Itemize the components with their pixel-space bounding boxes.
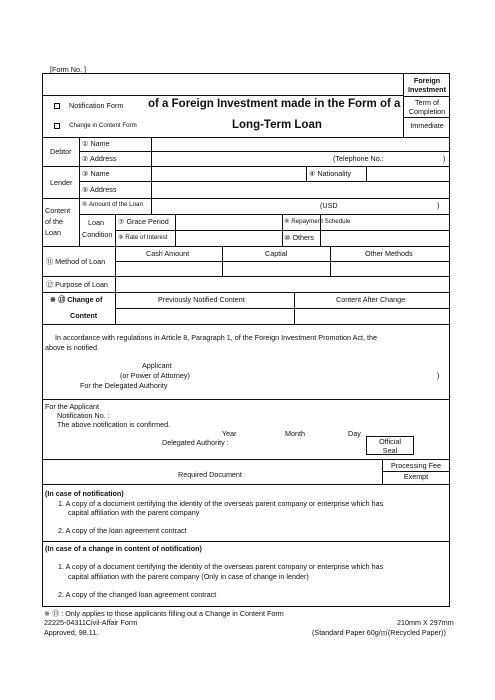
- year-label: Year: [222, 429, 237, 438]
- change-checkbox[interactable]: [54, 123, 60, 129]
- form-code: 22225-04311Civil-Affair Form: [44, 618, 138, 627]
- form-title-line1: of a Foreign Investment made in the Form of a: [148, 98, 401, 110]
- debtor-label: Debtor: [50, 147, 72, 156]
- lender-label: Lender: [50, 178, 73, 187]
- purpose-of-loan-label: ⑫ Purpose of Loan: [46, 280, 108, 289]
- month-label: Month: [285, 429, 305, 438]
- footer-note: ※ ⑬ : Only applies to those applicants filling out a Change in Content Form: [44, 609, 284, 618]
- debtor-telephone: (Telephone No.:: [333, 154, 384, 163]
- form-title-line2: Long-Term Loan: [232, 119, 322, 131]
- repayment-schedule-label: ⑧ Repayment Schedule: [284, 218, 351, 225]
- paper-size: 210mm X 297mm: [397, 618, 454, 627]
- loan-amount-label: ⑥ Amount of the Loan: [82, 201, 143, 208]
- doc-item: 2. A copy of the loan agreement contract: [58, 526, 187, 535]
- after-change-header: Content After Change: [336, 295, 406, 304]
- debtor-address-label: ② Address: [82, 154, 117, 163]
- right-title: Foreign Investment: [408, 76, 446, 94]
- loan-condition-label: Loan: [88, 218, 104, 227]
- interest-rate-label: ⑨ Rate of Interest: [118, 234, 168, 241]
- case-notification-heading: (In case of notification): [45, 489, 124, 498]
- lender-address-label: ⑤ Address: [82, 185, 117, 194]
- change-of-content-label: ※ ⑬ Change of: [50, 295, 103, 304]
- method-of-loan-label: ⑪ Method of Loan: [46, 257, 106, 266]
- loan-content-label: Content: [45, 206, 71, 215]
- paper-type: (Standard Paper 60g/㎡(Recycled Paper)): [312, 628, 446, 637]
- official-seal-label: Official: [379, 437, 401, 446]
- notification-checkbox[interactable]: [54, 103, 60, 109]
- usd-label: (USD: [320, 201, 338, 210]
- debtor-name-label: ① Name: [82, 139, 110, 148]
- grace-period-label: ⑦ Grace Period: [118, 217, 169, 226]
- for-applicant-label: For the Applicant: [45, 402, 99, 411]
- declaration-text: In accordance with regulations in Article 8, Paragraph 1, of the Foreign Investment Promotion Act, the: [55, 333, 378, 342]
- processing-fee-label: Processing Fee: [391, 461, 441, 470]
- notification-form-label: Notification Form: [69, 101, 124, 110]
- lender-nationality-label: ④ Nationality: [309, 169, 351, 178]
- others-label: ⑩ Others: [284, 233, 315, 242]
- cash-amount-header: Cash Amount: [146, 249, 190, 258]
- lender-name-label: ③ Name: [82, 169, 110, 178]
- doc-item: 2. A copy of the changed loan agreement contract: [58, 590, 217, 599]
- delegated-authority-sign: Delegated Authority :: [162, 438, 229, 447]
- previous-content-header: Previously Notified Content: [158, 295, 245, 304]
- required-document-header: Required Document: [178, 470, 242, 479]
- change-form-label: Change in Content Form: [69, 122, 137, 129]
- processing-fee-value: Exempt: [403, 472, 429, 481]
- approved-date: Approved, 98.11.: [44, 628, 99, 637]
- case-change-heading: (In case of a change in content of notification): [45, 544, 202, 553]
- day-label: Day: [348, 429, 361, 438]
- notification-no-label: Notification No. :: [57, 411, 110, 420]
- applicant-label: Applicant: [142, 361, 172, 370]
- doc-item: 1. A copy of a document certifying the identity of the overseas parent company or enterprise which has: [58, 499, 384, 508]
- term-value: Immediate: [410, 121, 444, 130]
- other-methods-header: Other Methods: [365, 249, 413, 258]
- term-label: Term of Completion: [408, 98, 446, 116]
- capital-header: Captial: [265, 249, 288, 258]
- attorney-label: (or Power of Attorney): [120, 371, 190, 380]
- form-number: [Form No. ]: [50, 65, 86, 74]
- doc-item: 1. A copy of a document certifying the identity of the overseas parent company or enterprise which has: [58, 562, 384, 571]
- delegated-authority-label: For the Delegated Authority: [80, 381, 168, 390]
- confirmed-text: The above notification is confirmed.: [57, 420, 171, 429]
